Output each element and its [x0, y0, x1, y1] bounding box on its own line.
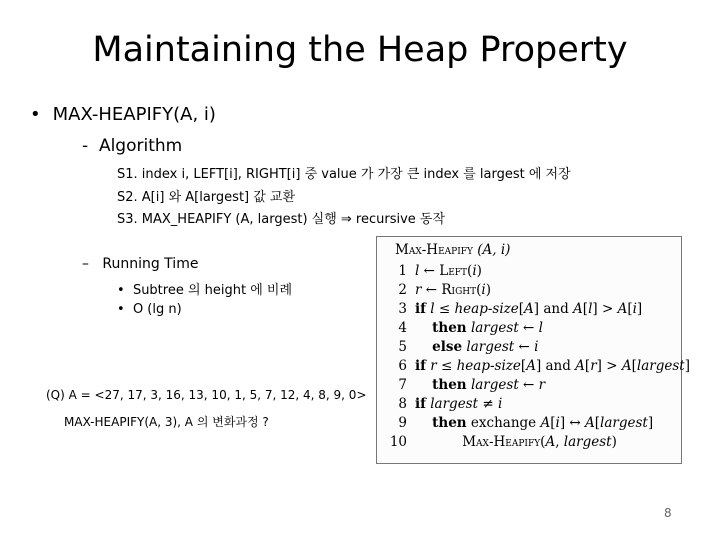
main-bullet	[30, 104, 216, 125]
example-array: (Q) A = <27, 17, 3, 16, 13, 10, 1, 5, 7, 12, 4, 8, 9, 0>	[46, 388, 367, 402]
dash-marker: –	[82, 256, 89, 272]
pseudocode-box	[376, 236, 690, 464]
procedure-args: (A, i)	[477, 242, 511, 258]
main-bullet-text: MAX-HEAPIFY(A, i)	[52, 104, 216, 125]
slide-title: Maintaining the Heap Property	[92, 30, 628, 70]
bullet-marker: •	[30, 104, 41, 125]
running-time-item-2: • O (lg n)	[117, 302, 182, 317]
pseudocode-line: 5 else largest ← i	[398, 339, 539, 355]
example-question: MAX-HEAPIFY(A, 3), A 의 변화과정 ?	[64, 415, 269, 429]
procedure-name: Max-Heapify	[395, 242, 473, 258]
dash-marker: -	[82, 136, 89, 156]
pseudocode-line: 4 then largest ← l	[398, 320, 543, 336]
algorithm-subheading	[82, 136, 182, 156]
algorithm-step-3: S3. MAX_HEAPIFY (A, largest) 실행 ⇒ recursive 동작	[117, 212, 446, 227]
pseudocode-line: 2 r ← Right(i)	[398, 282, 492, 298]
pseudocode-line: 10 Max-Heapify(A, largest)	[389, 434, 617, 450]
algorithm-step-1: S1. index i, LEFT[i], RIGHT[i] 중 value 가 가장 큰 index 를 largest 에 저장	[117, 167, 571, 182]
pseudocode-line: 3 if l ≤ heap-size[A] and A[l] > A[i]	[398, 301, 643, 317]
page-number: 8	[664, 506, 672, 520]
algorithm-heading: Algorithm	[98, 136, 183, 156]
bullet-marker: •	[117, 302, 125, 317]
algorithm-step-2: S2. A[i] 와 A[largest] 값 교환	[117, 190, 296, 205]
pseudocode-line: 6 if r ≤ heap-size[A] and A[r] > A[largest]	[398, 358, 690, 374]
running-time-heading: Running Time	[102, 256, 199, 272]
running-time-subheading	[82, 256, 198, 272]
pseudocode-line: 9 then exchange A[i] ↔ A[largest]	[398, 415, 654, 431]
pseudocode-line: 1 l ← Left(i)	[398, 263, 482, 279]
bullet-marker: •	[117, 283, 125, 298]
pseudocode-line: 8 if largest ≠ i	[398, 396, 503, 412]
pseudocode-line: 7 then largest ← r	[398, 377, 546, 393]
pseudocode-header	[395, 242, 510, 261]
running-time-item-1: • Subtree 의 height 에 비례	[117, 283, 293, 298]
